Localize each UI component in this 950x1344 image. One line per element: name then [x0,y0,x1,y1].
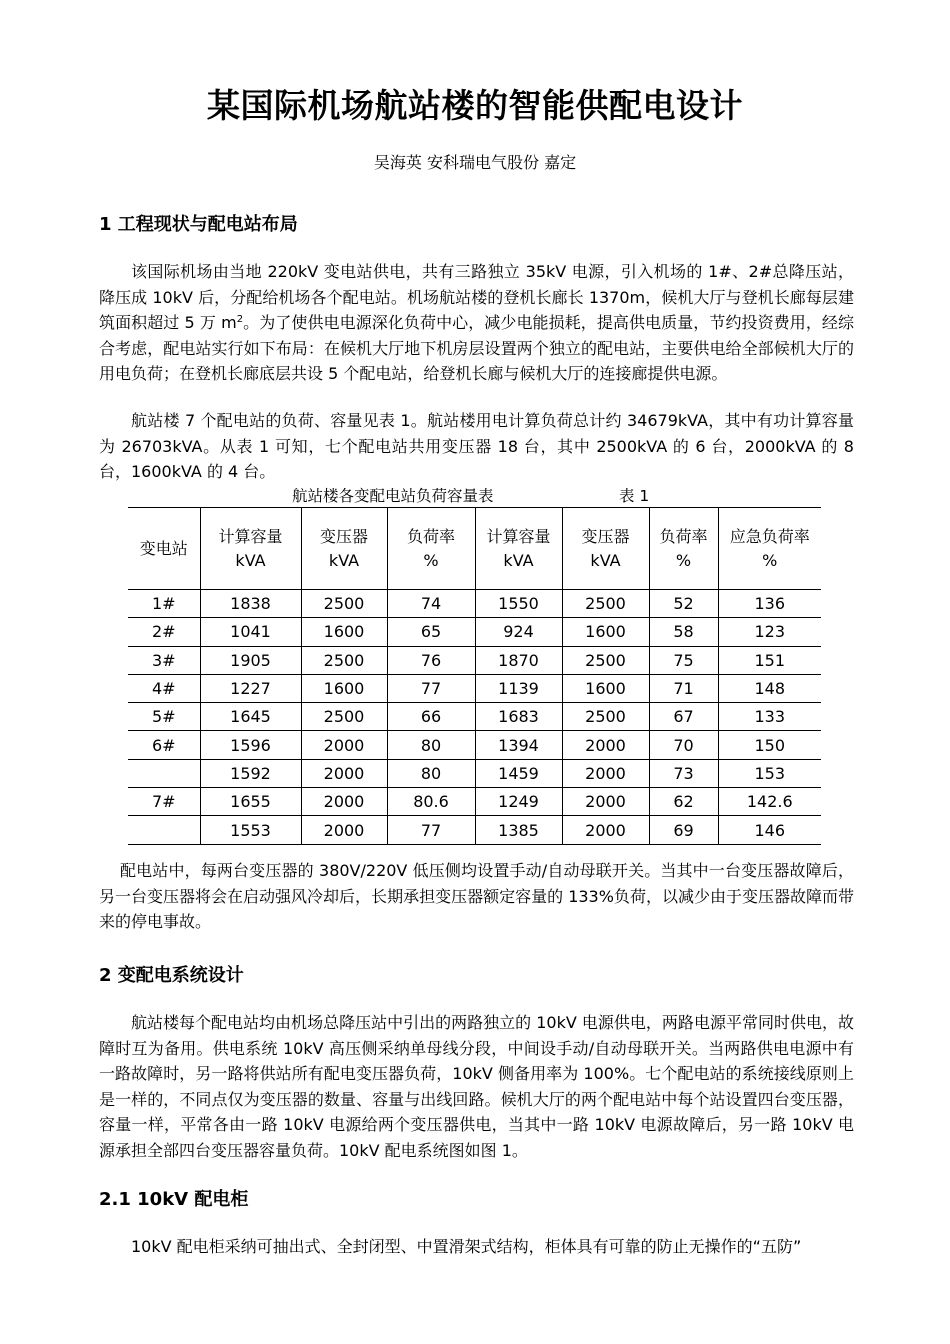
table-cell: 66 [387,703,475,731]
table-cell: 123 [718,618,821,646]
table-cell: 76 [387,646,475,674]
table-header-text: 负荷率 [406,526,455,546]
table-header-cell [475,508,562,590]
table-row [128,618,821,646]
table-cell: 69 [649,816,718,844]
table-row [128,674,821,702]
table-header-text: 计算容量 [486,526,551,546]
table-cell: 2000 [562,788,649,816]
table-cell: 1600 [301,674,387,702]
table-cell: 71 [649,674,718,702]
section-heading-1: 1 工程现状与配电站布局 [99,214,298,235]
section-heading-2-1: 2.1 10kV 配电柜 [99,1189,249,1210]
table-cell: 1870 [475,646,562,674]
table-cell: 1139 [475,674,562,702]
table-cell: 2000 [301,816,387,844]
table-cell: 2500 [301,646,387,674]
table-cell: 62 [649,788,718,816]
document-title: 某国际机场航站楼的智能供配电设计 [207,86,743,125]
table-cell: 1# [128,590,200,618]
table-cell: 2000 [301,788,387,816]
author-line: 吴海英 安科瑞电气股份 嘉定 [373,153,577,172]
table-cell: 1905 [200,646,301,674]
table-cell: 1600 [301,618,387,646]
table-header-text: % [675,550,692,570]
table-cell: 1645 [200,703,301,731]
paragraph-text: 。为了使供电电源深化负荷中心，减少电能损耗，提高供电质量，节约投资费用，经综合考虑，配电站实行如下布局：在候机大厅地下机房层设置两个独立的配电站，主要供电给全部候机大厅的用电负荷；在登机长廊底层共设 5 个配电站，给登机长廊与候机大厅的连接廊提供电源。 [99,313,854,384]
table-cell: 1683 [475,703,562,731]
table-cell: 2000 [562,759,649,787]
table-cell: 1459 [475,759,562,787]
table-row [128,590,821,618]
table-cell: 1550 [475,590,562,618]
table-header-text: 负荷率 [659,526,708,546]
superscript-2: 2 [236,314,244,326]
load-capacity-table [128,507,821,845]
table-cell: 1041 [200,618,301,646]
table-cell: 153 [718,759,821,787]
table-cell: 67 [649,703,718,731]
table-cell: 2500 [301,703,387,731]
table-cell: 80 [387,759,475,787]
table-cell: 2500 [562,590,649,618]
table-header-cell [387,508,475,590]
table-caption-number: 表 1 [619,487,650,505]
table-cell: 52 [649,590,718,618]
section-1-paragraph-1 [99,259,854,387]
table-header-cell [128,508,200,590]
table-cell: 1596 [200,731,301,759]
table-cell: 1655 [200,788,301,816]
table-cell: 148 [718,674,821,702]
table-row [128,646,821,674]
paragraph-text: 该国际机场由当地 220kV 变电站供电，共有三路独立 35kV 电源，引入机场的 1#、2#总降压站，降压成 10kV 后，分配给机场各个配电站。机场航站楼的登机长廊长 1370m，候机大厅与登机长廊每层建筑面积超过 5 万 m [99,262,854,333]
table-cell: 2500 [562,646,649,674]
table-row [128,731,821,759]
table-cell: 1385 [475,816,562,844]
table-header-text: 应急负荷率 [729,526,810,546]
table-cell: 924 [475,618,562,646]
table-header-text: 计算容量 [218,526,283,546]
table-cell [128,759,200,787]
table-cell: 1592 [200,759,301,787]
table-header-cell [301,508,387,590]
table-header-cell [649,508,718,590]
table-row [128,816,821,844]
table-header-cell [562,508,649,590]
table-header-text: 变压器 [319,526,368,546]
table-cell: 150 [718,731,821,759]
table-cell: 3# [128,646,200,674]
table-cell: 1553 [200,816,301,844]
table-header-text: % [762,550,778,570]
table-caption-title: 航站楼各变配电站负荷容量表 [292,487,494,505]
table-cell: 1249 [475,788,562,816]
table-header-text: 变电站 [139,538,188,558]
table-cell: 1600 [562,674,649,702]
table-cell: 7# [128,788,200,816]
section-1-paragraph-2: 航站楼 7 个配电站的负荷、容量见表 1。航站楼用电计算负荷总计约 34679kVA，其中有功计算容量为 26703kVA。从表 1 可知，七个配电站共用变压器 18 台，其中 2500kVA 的 6 台，2000kVA 的 8 台，1600kVA 的 4 台。 [99,411,854,482]
section-2-paragraph-1: 航站楼每个配电站均由机场总降压站中引出的两路独立的 10kV 电源供电，两路电源平常同时供电，故障时互为备用。供电系统 10kV 高压侧采纳单母线分段，中间设手动/自动母联开关。当两路供电电源中有一路故障时，另一路将供站所有配电变压器负荷，10kV 侧备用率为 100%。七个配电站的系统接线原则上是一样的，不同点仅为变压器的数量、容量与出线回路。候机大厅的两个配电站中每个站设置四台变压器，容量一样，平常各由一路 10kV 电源给两个变压器供电，当其中一路 10kV 电源故障后，另一路 10kV 电源承担全部四台变压器容量负荷。10kV 配电系统图如图 1。 [99,1013,854,1160]
table-header-text: % [423,550,439,570]
table-row [128,759,821,787]
table-cell: 58 [649,618,718,646]
table-cell: 151 [718,646,821,674]
table-header-text: kVA [503,550,534,570]
table-header-text: kVA [235,550,266,570]
table-header-row [128,508,821,590]
table-cell: 80 [387,731,475,759]
table-header-cell [200,508,301,590]
table-cell: 1838 [200,590,301,618]
table-header-text: kVA [328,550,360,570]
table-body [128,590,821,845]
table-cell: 77 [387,816,475,844]
table-cell: 2# [128,618,200,646]
table-cell: 142.6 [718,788,821,816]
table-cell: 70 [649,731,718,759]
section-heading-2: 2 变配电系统设计 [99,965,244,986]
table-header-text: kVA [590,550,621,570]
table-cell: 1600 [562,618,649,646]
table-cell: 1227 [200,674,301,702]
table-row [128,788,821,816]
table-cell: 2500 [301,590,387,618]
table-cell: 74 [387,590,475,618]
table-cell: 2000 [301,731,387,759]
table-cell [128,816,200,844]
section-1-paragraph-3: 配电站中，每两台变压器的 380V/220V 低压侧均设置手动/自动母联开关。当其中一台变压器故障后，另一台变压器将会在启动强风冷却后，长期承担变压器额定容量的 133%负荷，以减少由于变压器故障而带来的停电事故。 [99,861,854,932]
table-cell: 80.6 [387,788,475,816]
table-header-text: 变压器 [581,526,630,546]
table-cell: 2500 [562,703,649,731]
table-cell: 2000 [301,759,387,787]
table-cell: 2000 [562,731,649,759]
table-cell: 136 [718,590,821,618]
table-cell: 6# [128,731,200,759]
table-cell: 4# [128,674,200,702]
table-cell: 73 [649,759,718,787]
table-header-cell [718,508,821,590]
section-2-1-paragraph-1: 10kV 配电柜采纳可抽出式、全封闭型、中置滑架式结构，柜体具有可靠的防止无操作的“五防” [131,1237,802,1256]
table-cell: 5# [128,703,200,731]
table-cell: 1394 [475,731,562,759]
table-cell: 65 [387,618,475,646]
table-cell: 133 [718,703,821,731]
table-row [128,703,821,731]
table-cell: 75 [649,646,718,674]
table-cell: 146 [718,816,821,844]
table-cell: 77 [387,674,475,702]
table-cell: 2000 [562,816,649,844]
